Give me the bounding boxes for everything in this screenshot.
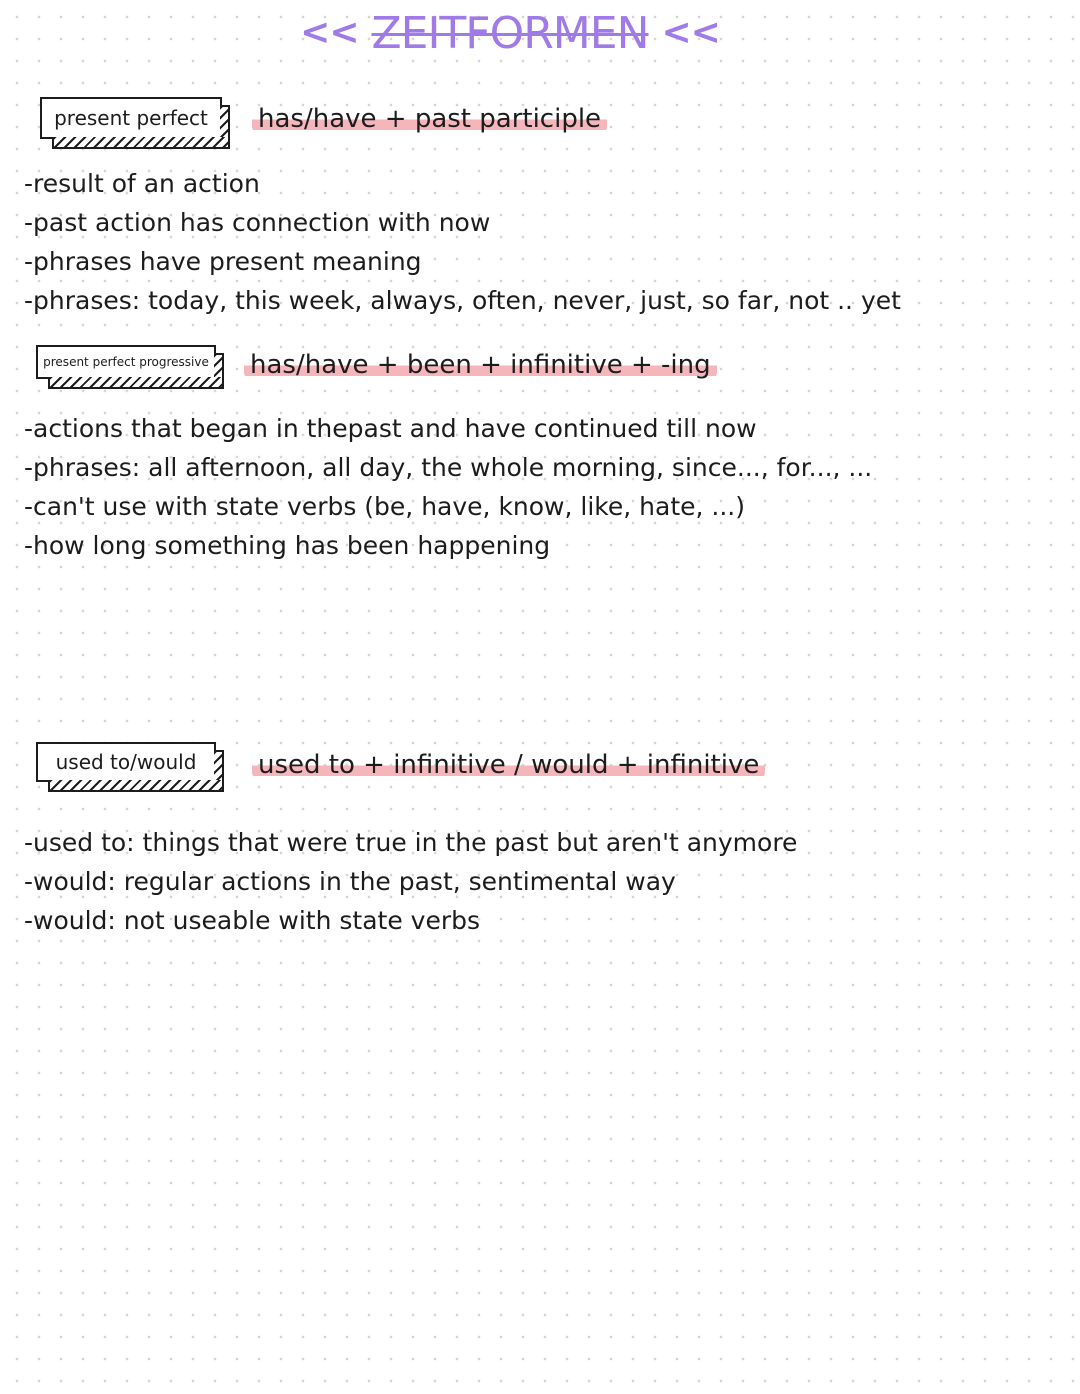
title-text: ZEITFORMEN (371, 8, 649, 59)
section-label-text: present perfect (54, 106, 208, 130)
page-title (0, 8, 1020, 59)
formula-used-to-would: used to + infinitive / would + infinitive (252, 750, 765, 780)
point: -result of an action (24, 169, 260, 198)
point: -phrases: all afternoon, all day, the whole morning, since..., for..., ... (24, 453, 873, 482)
point: -phrases: today, this week, always, often, never, just, so far, not .. yet (24, 286, 901, 315)
point: -phrases have present meaning (24, 247, 422, 276)
point: -how long something has been happening (24, 531, 551, 560)
section-label-text: used to/would (55, 750, 197, 774)
point: -past action has connection with now (24, 208, 491, 237)
section-label-present-perfect-progressive (36, 345, 216, 379)
title-left-arrows: << (300, 12, 359, 53)
point: -would: regular actions in the past, sentimental way (24, 867, 676, 896)
point: -would: not useable with state verbs (24, 906, 481, 935)
point: -can't use with state verbs (be, have, know, like, hate, ...) (24, 492, 745, 521)
point: -actions that began in thepast and have continued till now (24, 414, 757, 443)
section-label-used-to-would (36, 742, 216, 782)
formula-present-perfect: has/have + past participle (252, 104, 607, 134)
section-label-text: present perfect progressive (43, 355, 209, 369)
point: -used to: things that were true in the past but aren't anymore (24, 828, 798, 857)
formula-present-perfect-progressive: has/have + been + infinitive + -ing (244, 350, 717, 380)
section-label-present-perfect (40, 97, 222, 139)
title-right-arrows: << (661, 12, 720, 53)
